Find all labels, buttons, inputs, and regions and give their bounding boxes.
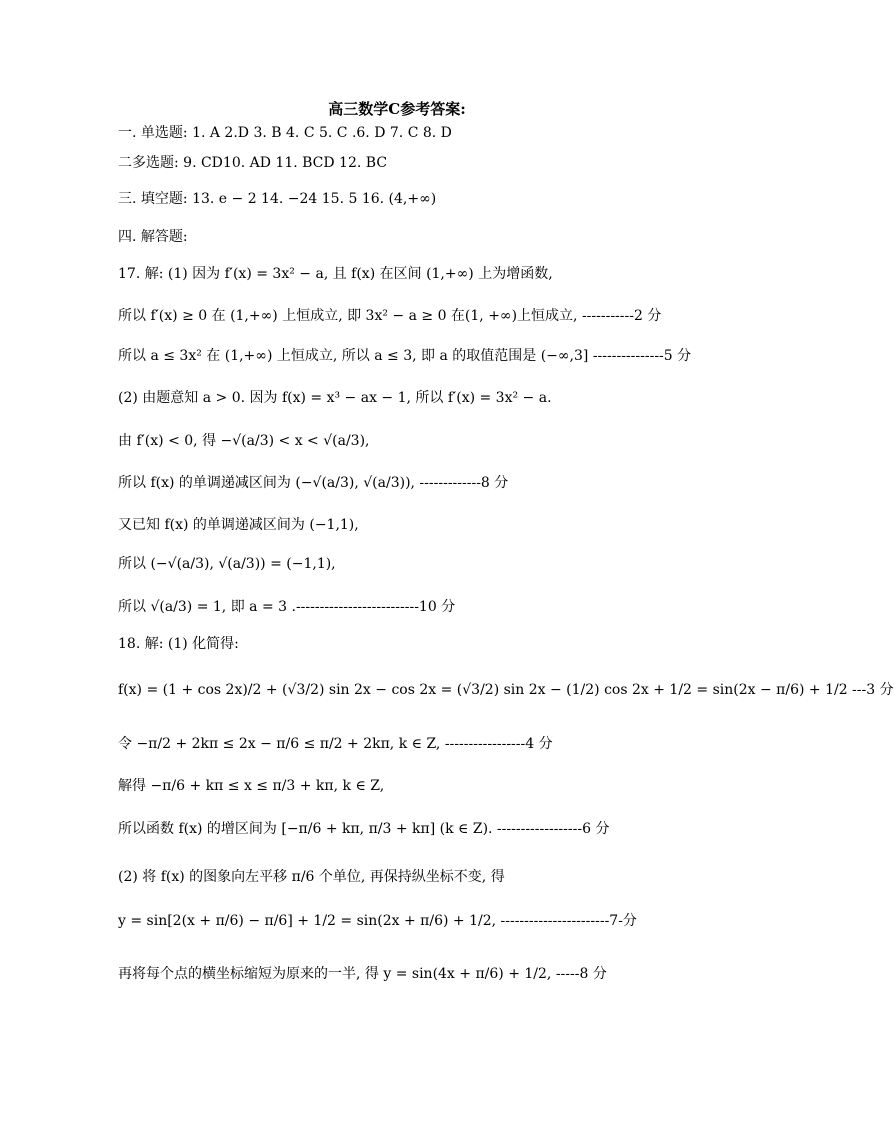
answer-line-q18-part2: (2) 将 f(x) 的图象向左平移 π/6 个单位, 再保持纵坐标不变, 得: [118, 869, 505, 885]
answer-line-multi-choice: 二多选题: 9. CD10. AD 11. BCD 12. BC: [118, 155, 388, 171]
answer-line-q18-step5: y = sin[2(x + π/6) − π/6] + 1/2 = sin(2x + π/6) + 1/2, -----------------------7-分: [118, 913, 637, 929]
answer-line-q18-step2: 令 −π/2 + 2kπ ≤ 2x − π/6 ≤ π/2 + 2kπ, k ∈ Z, -----------------4 分: [118, 736, 553, 752]
answer-line-q18-intro: 18. 解: (1) 化简得:: [118, 636, 239, 652]
answer-line-fill-blank: 三. 填空题: 13. e − 2 14. −24 15. 5 16. (4,+∞): [118, 191, 437, 207]
answer-line-q17-step1: 所以 f′(x) ≥ 0 在 (1,+∞) 上恒成立, 即 3x² − a ≥ 0 在(1, +∞)上恒成立, -----------2 分: [118, 308, 662, 324]
answer-line-single-choice: 一. 单选题: 1. A 2.D 3. B 4. C 5. C .6. D 7. C 8. D: [118, 125, 452, 141]
answer-line-q17-step4: 所以 f(x) 的单调递减区间为 (−√(a/3), √(a/3)), -------------8 分: [118, 475, 509, 491]
answer-line-q17-step5: 又已知 f(x) 的单调递减区间为 (−1,1),: [118, 517, 359, 533]
answer-line-q18-step4: 所以函数 f(x) 的增区间为 [−π/6 + kπ, π/3 + kπ] (k ∈ Z). ------------------6 分: [118, 821, 610, 837]
answer-line-q18-step3: 解得 −π/6 + kπ ≤ x ≤ π/3 + kπ, k ∈ Z,: [118, 778, 385, 794]
answer-line-q17-part2: (2) 由题意知 a > 0. 因为 f(x) = x³ − ax − 1, 所以 f′(x) = 3x² − a.: [118, 390, 552, 406]
answer-line-q17-step3: 由 f′(x) < 0, 得 −√(a/3) < x < √(a/3),: [118, 433, 370, 449]
answer-line-section-heading: 四. 解答题:: [118, 229, 188, 245]
answer-line-q17-intro: 17. 解: (1) 因为 f′(x) = 3x² − a, 且 f(x) 在区间 (1,+∞) 上为增函数,: [118, 266, 553, 282]
answer-line-q18-step1: f(x) = (1 + cos 2x)/2 + (√3/2) sin 2x − cos 2x = (√3/2) sin 2x − (1/2) cos 2x + 1/2 = sin(2x − π/6) + 1/2 ---3 分: [118, 682, 894, 698]
answer-line-q17-step2: 所以 a ≤ 3x² 在 (1,+∞) 上恒成立, 所以 a ≤ 3, 即 a 的取值范围是 (−∞,3] ---------------5 分: [118, 348, 692, 364]
answer-line-q17-step6: 所以 (−√(a/3), √(a/3)) = (−1,1),: [118, 556, 336, 572]
answer-line-q17-step7: 所以 √(a/3) = 1, 即 a = 3 .--------------------------10 分: [118, 599, 456, 615]
page-title: 高三数学C参考答案:: [328, 100, 466, 118]
answer-line-q18-step6: 再将每个点的横坐标缩短为原来的一半, 得 y = sin(4x + π/6) + 1/2, -----8 分: [118, 966, 607, 982]
